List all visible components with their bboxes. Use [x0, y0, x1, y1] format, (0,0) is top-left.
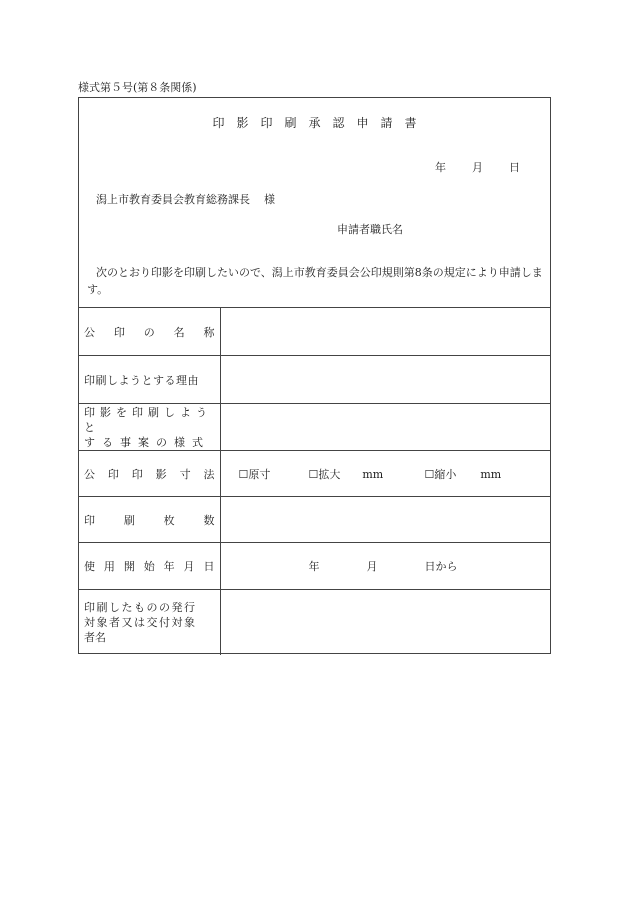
option-actual-size[interactable]	[239, 466, 309, 482]
unit-label: mm	[480, 467, 502, 481]
form-label: 様式第５号(第８条関係)	[78, 81, 197, 94]
date-year: 年	[308, 560, 320, 573]
label-char: 印	[131, 467, 143, 481]
label-line: する事案の様式	[84, 435, 210, 449]
checkbox-icon[interactable]: ☐	[238, 467, 249, 481]
table-row	[79, 404, 550, 451]
label-char: 法	[203, 467, 215, 481]
application-form	[78, 97, 551, 654]
label-char: 日	[203, 560, 215, 573]
label-char: 公	[84, 467, 95, 481]
label-case-format	[79, 404, 220, 451]
label-char: 印	[84, 513, 95, 527]
date-line	[409, 159, 520, 175]
addressee-name: 潟上市教育委員会教育総務課長	[96, 193, 250, 206]
table-row	[79, 356, 550, 404]
option-enlarge[interactable]	[309, 466, 425, 482]
table-row	[79, 497, 550, 543]
label-reason: 印刷しようとする理由	[79, 356, 220, 404]
addressee	[96, 191, 275, 207]
table-row	[79, 451, 550, 497]
form-table	[79, 307, 550, 655]
seal-size-options	[220, 451, 550, 497]
label-char: 使	[84, 560, 95, 573]
applicant-label: 申請者職氏名	[337, 223, 403, 236]
label-seal-name	[79, 308, 220, 356]
label-line: 対象者又は交付対象	[84, 615, 197, 629]
start-date-field[interactable]	[220, 543, 550, 590]
label-char: 枚	[163, 513, 175, 527]
recipients-field[interactable]	[220, 590, 550, 655]
option-label: 拡大	[318, 467, 341, 481]
form-title: 印影印刷承認申請書	[212, 116, 429, 130]
label-char: 月	[183, 560, 195, 573]
label-char: 公	[84, 325, 95, 339]
reason-field[interactable]	[220, 356, 550, 404]
label-recipients	[79, 590, 220, 655]
date-day: 日	[509, 161, 520, 174]
label-print-count	[79, 497, 220, 543]
label-char: 用	[103, 560, 115, 573]
label-seal-size	[79, 451, 220, 497]
label-char: 数	[203, 513, 215, 527]
table-row	[79, 590, 550, 655]
print-count-field[interactable]	[220, 497, 550, 543]
label-line: 者名	[84, 630, 106, 644]
label-char: 名	[173, 325, 185, 339]
label-start-date	[79, 543, 220, 590]
request-text: 次のとおり印影を印刷したいので、潟上市教育委員会公印規則第8条の規定により申請します。	[87, 266, 543, 296]
label-line: 印刷したものの発行	[84, 600, 197, 614]
seal-name-field[interactable]	[220, 308, 550, 356]
label-line: 印影を印刷しようと	[84, 405, 212, 434]
table-row	[79, 543, 550, 590]
checkbox-icon[interactable]: ☐	[308, 467, 319, 481]
label-char: 開	[123, 560, 135, 573]
date-day-from: 日から	[424, 560, 458, 573]
label-char: 始	[143, 560, 155, 573]
label-char: の	[143, 325, 155, 339]
date-month: 月	[366, 560, 378, 573]
table-row	[79, 308, 550, 356]
option-reduce[interactable]	[425, 466, 502, 482]
label-char: 印	[107, 467, 119, 481]
unit-label: mm	[362, 467, 384, 481]
checkbox-icon[interactable]: ☐	[424, 467, 435, 481]
option-label: 原寸	[248, 467, 271, 481]
label-char: 影	[155, 467, 167, 481]
case-format-field[interactable]	[220, 404, 550, 451]
label-char: 称	[203, 325, 215, 339]
label-char: 刷	[123, 513, 135, 527]
label-char: 年	[163, 560, 175, 573]
option-label: 縮小	[434, 467, 457, 481]
addressee-honorific: 様	[264, 193, 275, 206]
label-char: 寸	[179, 467, 191, 481]
label-char: 印	[113, 325, 125, 339]
form-header	[79, 98, 550, 307]
date-year: 年	[435, 161, 446, 174]
date-month: 月	[472, 161, 483, 174]
